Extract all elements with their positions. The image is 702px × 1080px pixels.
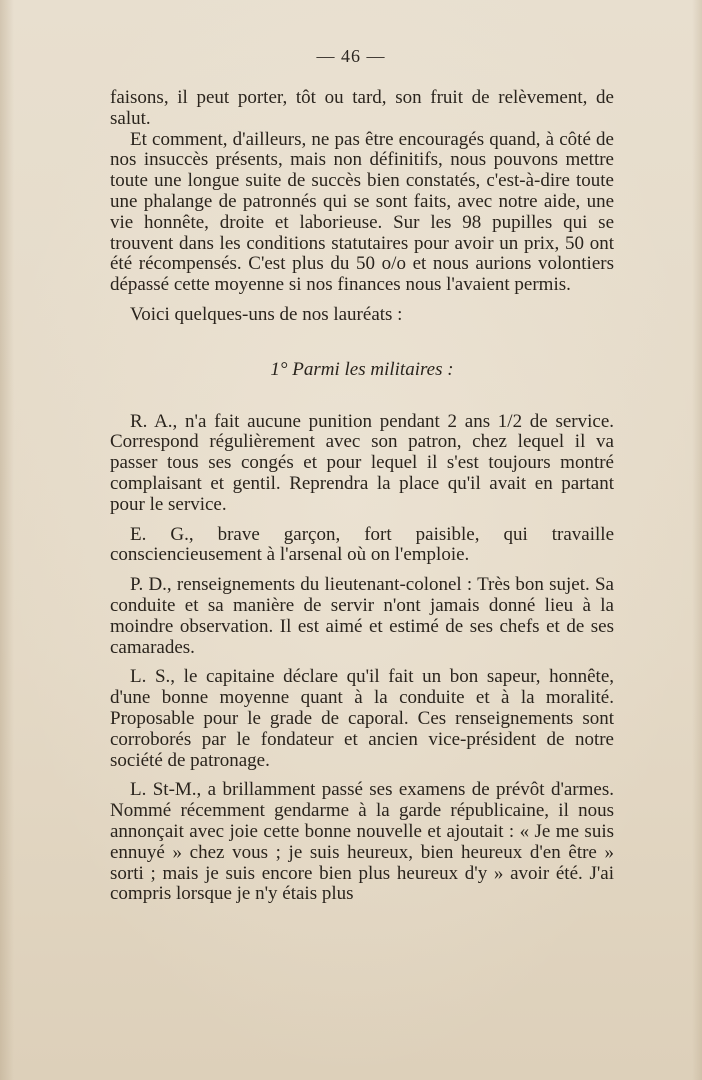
entry-r-a: R. A., n'a fait aucune punition pendant 2 ans 1/2 de service. Correspond régulièrement avec son patron, chez lequel il va passer tous ses congés et pour lequel il s'est toujours montré complaisant et gentil. Reprendra la place qu'il avait en partant pour le service. <box>110 410 614 515</box>
page-right-edge-shadow <box>692 0 702 1080</box>
entry-l-s: L. S., le capitaine déclare qu'il fait un bon sapeur, honnête, d'une bonne moyenne quant à la conduite et à la moralité. Proposable pour le grade de caporal. Ces renseignements sont corroborés par le fondateur et ancien vice-président de notre société de patronage. <box>110 666 614 771</box>
page-number: — 46 — <box>316 46 386 66</box>
body-text <box>110 88 614 905</box>
paragraph-encouragement: Et comment, d'ailleurs, ne pas être encouragés quand, à côté de nos insuccès présents, mais non définitifs, nous pouvons mettre toute une longue suite de succès bien constatés, c'est-à-dire toute une phalange de patronnés qui se sont faits, avec notre aide, une vie honnête, droite et laborieuse. Sur les 98 pupilles qui se trouvent dans les conditions statutaires pour avoir un prix, 50 ont été récompensés. C'est plus du 50 o/o et nous aurions volontiers dépassé cette moyenne si nos finances nous l'avaient permis. <box>110 128 614 296</box>
entry-p-d: P. D., renseignements du lieutenant-colonel : Très bon sujet. Sa conduite et sa manière de servir n'ont jamais donné lieu à la moindre observation. Il est aimé et estimé de ses chefs et de ses camarades. <box>110 574 614 658</box>
entry-e-g: E. G., brave garçon, fort paisible, qui travaille consciencieusement à l'arsenal où on l'emploie. <box>110 523 614 566</box>
paragraph-continuation: faisons, il peut porter, tôt ou tard, son fruit de relèvement, de salut. <box>110 87 614 129</box>
page-left-edge-shadow <box>0 0 14 1080</box>
paragraph-laureates-intro: Voici quelques-uns de nos lauréats : <box>130 303 403 325</box>
section-heading: 1° Parmi les militaires : <box>270 358 454 380</box>
entry-l-st-m: L. St-M., a brillamment passé ses examens de prévôt d'armes. Nommé récemment gendarme à la garde républicaine, il nous annonçait avec joie cette bonne nouvelle et ajoutait : « Je me suis ennuyé » chez vous ; je suis heureux, bien heureux d'en être » sorti ; mais je suis encore bien plus heureux d'y » avoir été. J'ai compris lorsque je n'y étais plus <box>110 779 614 905</box>
